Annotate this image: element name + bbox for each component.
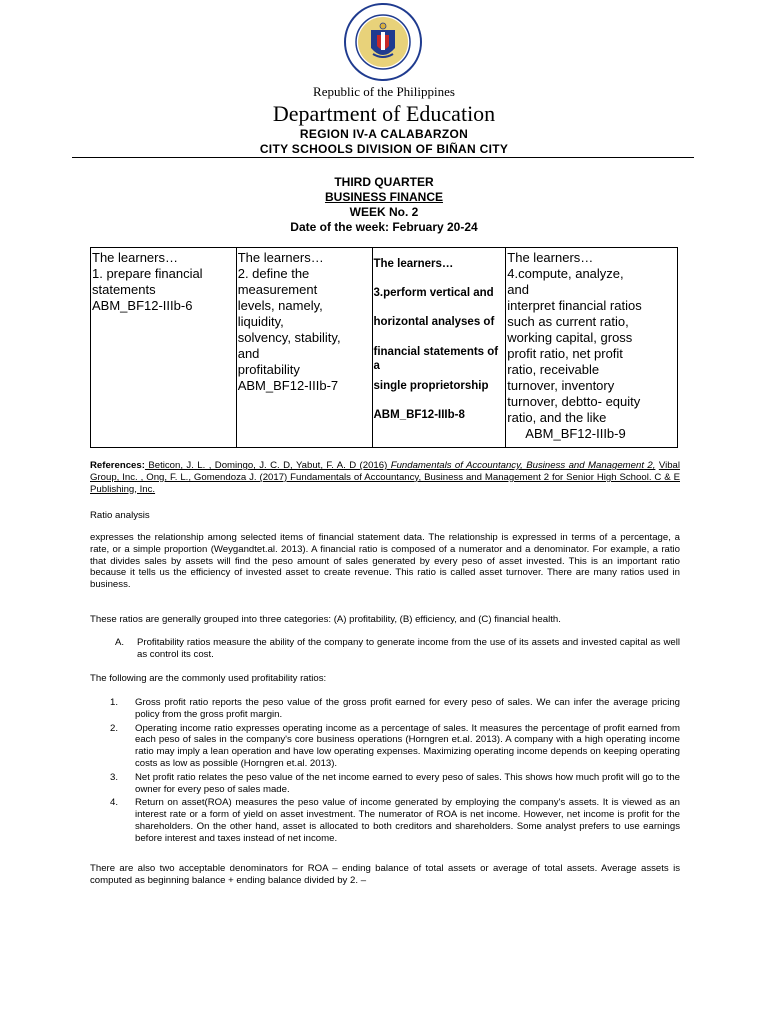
region-line: REGION IV-A CALABARZON (299, 127, 469, 141)
cell-line: The learners… (373, 258, 454, 270)
cell-line: measurement (237, 282, 318, 297)
cell-line: single proprietorship (373, 380, 489, 392)
ratio-analysis-paragraph: expresses the relationship among selected items of financial statement data. The relationship is expressed in terms of a percentage, a rate, or a simple proportion (Weygandtet.al. 2013). A financial ratio is composed of a numerator and a denominator. For example, a ratio that divides sales by assets will find the peso amount of sales generated by every peso of asset invested. This is an important ratio because it tells us the efficiency of invested asset to create revenue. This ratio is called asset turnover. There are many ratios used in business. (90, 532, 680, 591)
denominators-paragraph: There are also two acceptable denominators for ROA – ending balance of total assets or average of total assets. Average assets is computed as beginning balance + ending balance divided by 2. – (90, 863, 680, 886)
cell-line: and (507, 282, 529, 297)
republic-line: Republic of the Philippines (313, 84, 455, 99)
competency-code: ABM_BF12-IIIb-6 (92, 298, 193, 313)
competency-code: ABM_BF12-IIIb-7 (237, 378, 339, 393)
table-row (91, 248, 678, 448)
competency-cell-1 (91, 248, 237, 448)
cell-line: such as current ratio, (507, 314, 629, 329)
cell-line: The learners… (507, 250, 594, 265)
item-a-text: Profitability ratios measure the ability of the company to generate income from the use of its assets and invested capital as well as control its cost. (137, 637, 680, 660)
list-number: 4. (110, 797, 119, 809)
cell-line: profit ratio, net profit (507, 346, 623, 361)
cell-line: 3.perform vertical and (373, 287, 494, 299)
list-number: 1. (110, 697, 119, 708)
competency-cell-4 (506, 248, 678, 448)
cell-line: working capital, gross (507, 330, 633, 345)
list-item (110, 772, 680, 796)
cell-line: liquidity, (237, 314, 284, 329)
references-rest: Vibal Group, Inc. , Ong, F. L., Gomendoza J. (2017) Fundamentals of Accountancy, Business and Management 2 for Senior High School. C & E Publishing, Inc. (90, 460, 681, 495)
cell-line: horizontal analyses of (373, 316, 495, 328)
list-item (110, 723, 680, 770)
references-label: References: (90, 460, 145, 471)
cell-line: The learners… (237, 250, 324, 265)
deped-seal-logo (343, 2, 423, 82)
list-number: 3. (110, 771, 119, 783)
competency-code: ABM_BF12-IIIb-9 (525, 426, 626, 441)
cell-line: profitability (237, 362, 300, 377)
cell-line: 4.compute, analyze, (507, 266, 624, 281)
commonly-used-heading: The following are the commonly used profitability ratios: (90, 673, 327, 684)
week-label: WEEK No. 2 (349, 205, 419, 219)
list-item (110, 797, 680, 844)
item-a (115, 637, 680, 661)
list-item (110, 697, 680, 721)
ratio-analysis-title: Ratio analysis (90, 510, 150, 521)
subject-label: BUSINESS FINANCE (324, 190, 443, 204)
references-book-title: Fundamentals of Accountancy, Business and Management 2, (390, 460, 656, 471)
competency-cell-3 (372, 248, 506, 448)
competencies-table (90, 247, 678, 448)
list-number: 2. (110, 722, 119, 734)
list-text: Operating income ratio expresses operating income as a percentage of sales. It measures the percentage of profit earned from each peso of sales in the company's core business operations (Horngren et.al. 2013). A company with a high operating income ratio may imply a lean operation and have low operating expenses. Maximizing operating income depends on keeping operating costs as low as possible (Horngren et.al. 2013). (135, 722, 680, 769)
cell-line: turnover, debtto- equity (507, 394, 641, 409)
cell-line: financial statements of (373, 346, 499, 358)
letterhead (0, 84, 768, 157)
item-a-label: A. (115, 637, 125, 648)
cell-line: interpret financial ratios (507, 298, 642, 313)
cell-line: statements (92, 282, 156, 297)
cell-line: 1. prepare financial (92, 266, 203, 281)
quarter-block (0, 175, 768, 235)
competency-code: ABM_BF12-IIIb-8 (373, 409, 465, 421)
cell-line: levels, namely, (237, 298, 323, 313)
cell-line: 2. define the (237, 266, 310, 281)
references-authors: Beticon, J. L. , Domingo, J. C. D, Yabut, F. A. D (2016) (144, 460, 391, 471)
cell-line: solvency, stability, (237, 330, 341, 345)
cell-line: The learners… (92, 250, 178, 265)
header-divider (72, 157, 694, 158)
list-text: Net profit ratio relates the peso value of the net income earned to every peso of sales. This shows how much profit will go to the owner for every peso of sales made. (135, 771, 680, 795)
cell-line: a (373, 360, 380, 372)
quarter-label: THIRD QUARTER (334, 175, 434, 189)
cell-line: ratio, and the like (507, 410, 607, 425)
profitability-ratios-list (110, 697, 680, 847)
list-text: Return on asset(ROA) measures the peso value of income generated by employing the company's assets. It is viewed as an interest rate or a form of yield on asset investment. The numerator of ROA is net income. However, net income is profit for the shareholders. On the other hand, asset is allocated to both creditors and shareholders. Some analyst prefers to use earnings before interest and taxes instead of net income. (135, 797, 680, 844)
references (90, 460, 680, 495)
cell-line: turnover, inventory (507, 378, 615, 393)
cell-line: and (237, 346, 260, 361)
division-line: CITY SCHOOLS DIVISION OF BIÑAN CITY (259, 142, 509, 156)
competency-cell-2 (236, 248, 372, 448)
list-text: Gross profit ratio reports the peso value of the gross profit earned for every peso of sales. We can infer the average pricing policy from the gross profit margin. (135, 697, 680, 720)
department-title: Department of Education (272, 101, 496, 126)
date-label: Date of the week: February 20-24 (290, 220, 478, 234)
cell-line: ratio, receivable (507, 362, 600, 377)
groups-paragraph: These ratios are generally grouped into three categories: (A) profitability, (B) efficiency, and (C) financial health. (90, 614, 561, 625)
